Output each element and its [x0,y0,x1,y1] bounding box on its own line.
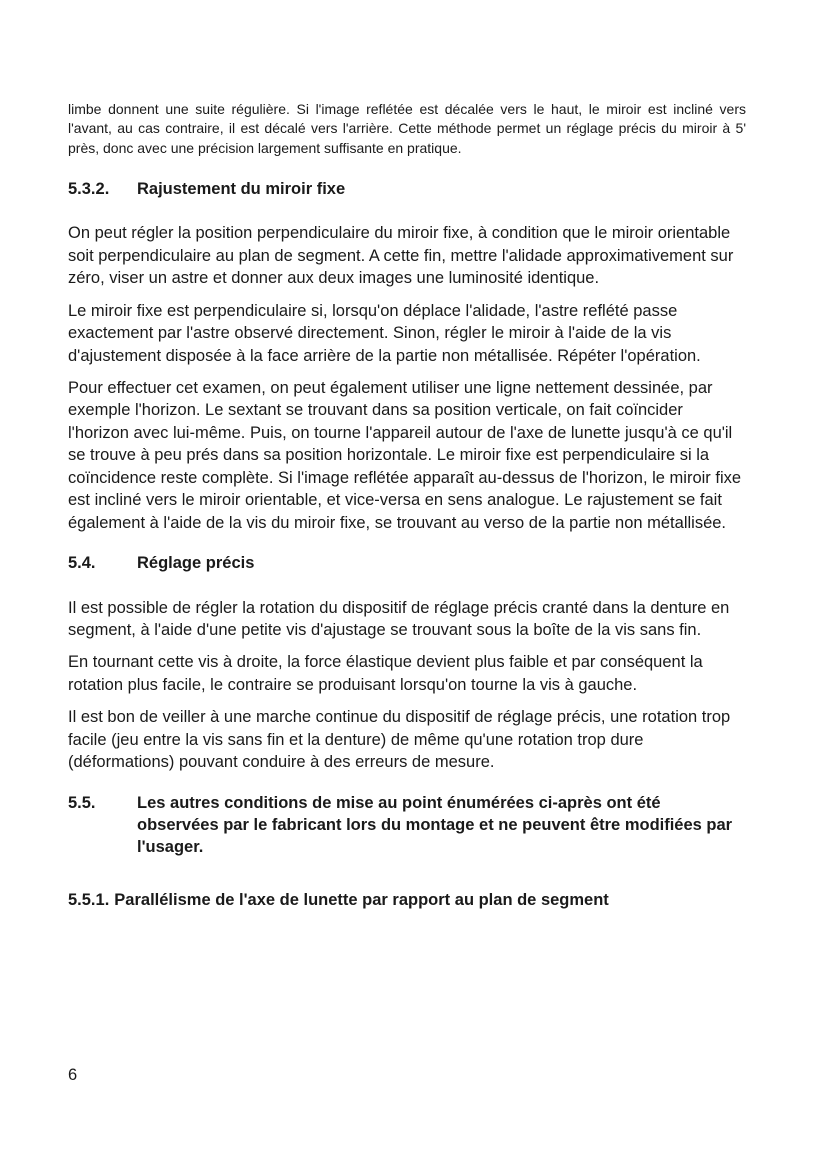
paragraph: Il est possible de régler la rotation du dispositif de réglage précis cranté dans la denture en segment, à l'aide d'une petite vis d'ajustage se trouvant sous la boîte de la vis sans fin. [68,598,730,639]
section-heading-551 [68,889,746,911]
paragraph: Il est bon de veiller à une marche continue du dispositif de réglage précis, une rotation trop facile (jeu entre la vis sans fin et la denture) de même qu'une rotation trop dure (déformations) pouvant conduire à des erreurs de mesure. [68,708,731,772]
continuation-paragraph: limbe donnent une suite régulière. Si l'image reflétée est décalée vers le haut, le miroir est incliné vers l'avant, au cas contraire, il est décalé vers l'arrière. Cette méthode permet un réglage précis du miroir à 5' près, donc avec une précision largement suffisante en pratique. [68,101,746,156]
page-number: 6 [68,1066,78,1084]
section-heading-54 [68,552,746,574]
section-title: Réglage précis [137,554,255,573]
section-number: 5.5.1. [68,890,110,909]
section-title: Parallélisme de l'axe de lunette par rapport au plan de segment [114,890,609,909]
section-number: 5.4. [68,554,96,573]
paragraph: En tournant cette vis à droite, la force élastique devient plus faible et par conséquent la rotation plus facile, le contraire se produisant lorsqu'on tourne la vis à gauche. [68,653,703,694]
section-number: 5.5. [68,793,96,812]
section-number: 5.3.2. [68,179,110,198]
paragraph: Le miroir fixe est perpendiculaire si, lorsqu'on déplace l'alidade, l'astre reflété passe exactement par l'astre observé directement. Sinon, régler le miroir à l'aide de la vis d'ajustement disposée à la face arrière de la partie non métallisée. Répéter l'opération. [68,301,701,365]
section-heading-55 [68,792,746,859]
section-heading-532 [68,178,746,200]
section-title: Rajustement du miroir fixe [137,179,346,198]
section-title: Les autres conditions de mise au point énumérées ci-après ont été observées par le fabricant lors du montage et ne peuvent être modifiées par l'usager. [137,793,733,857]
paragraph: Pour effectuer cet examen, on peut également utiliser une ligne nettement dessinée, par exemple l'horizon. Le sextant se trouvant dans sa position verticale, on fait coïncider l'horizon avec lui-même. Puis, on tourne l'appareil autour de l'axe de lunette jusqu'à ce qu'il se trouve à peu prés dans sa position horizontale. Le miroir fixe est perpendiculaire si la coïncidence reste complète. Si l'image reflétée apparaît au-dessus de l'horizon, le miroir fixe est incliné vers le miroir orientable, et vice-versa en sens analogue. Le rajustement se fait également à l'aide de la vis du miroir fixe, se trouvant au verso de la partie non métallisée. [68,379,742,532]
paragraph: On peut régler la position perpendiculaire du miroir fixe, à condition que le miroir orientable soit perpendiculaire au plan de segment. A cette fin, mettre l'alidade approximativement sur zéro, viser un astre et donner aux deux images une luminosité identique. [68,224,734,288]
